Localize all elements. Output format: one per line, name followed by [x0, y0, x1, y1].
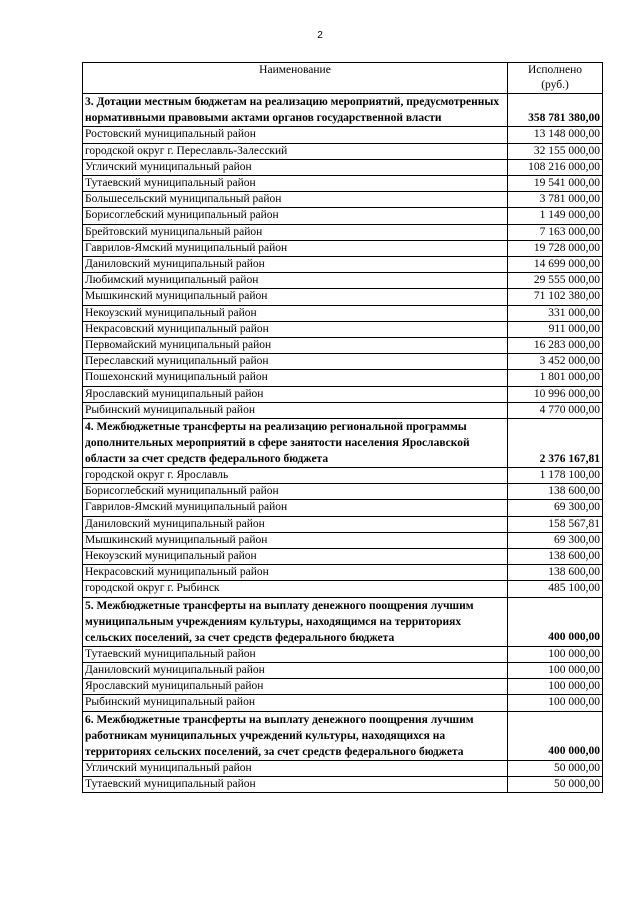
- row-name: Первомайский муниципальный район: [83, 338, 508, 354]
- table-row: [83, 468, 603, 484]
- row-name: Мышкинский муниципальный район: [83, 289, 508, 305]
- row-value: 10 996 000,00: [508, 386, 603, 402]
- row-value: 4 770 000,00: [508, 402, 603, 418]
- row-name: Тутаевский муниципальный район: [83, 176, 508, 192]
- row-value: 138 600,00: [508, 549, 603, 565]
- section-title: 6. Межбюджетные трансферты на выплату денежного поощрения лучшим работникам муниципальных учреждений культуры, находящихся на территориях сельских поселений, за счет средств федерального бюджета: [83, 711, 508, 760]
- section-row: [83, 597, 603, 646]
- row-value: 1 149 000,00: [508, 208, 603, 224]
- table-row: [83, 662, 603, 678]
- table-row: [83, 386, 603, 402]
- row-name: городской округ г. Переславль-Залесский: [83, 143, 508, 159]
- row-value: 1 801 000,00: [508, 370, 603, 386]
- row-name: Некоузский муниципальный район: [83, 305, 508, 321]
- table-row: [83, 516, 603, 532]
- row-value: 331 000,00: [508, 305, 603, 321]
- table-row: [83, 679, 603, 695]
- table-row: [83, 273, 603, 289]
- row-value: 100 000,00: [508, 695, 603, 711]
- row-name: Любимский муниципальный район: [83, 273, 508, 289]
- section-title: 3. Дотации местным бюджетам на реализацию мероприятий, предусмотренных нормативными правовыми актами органов государственной власти: [83, 94, 508, 127]
- row-value: 69 300,00: [508, 532, 603, 548]
- row-value: 911 000,00: [508, 321, 603, 337]
- row-value: 3 452 000,00: [508, 354, 603, 370]
- row-name: Некрасовский муниципальный район: [83, 321, 508, 337]
- row-name: Рыбинский муниципальный район: [83, 402, 508, 418]
- page-number: 2: [317, 30, 323, 41]
- row-value: 485 100,00: [508, 581, 603, 597]
- row-name: Рыбинский муниципальный район: [83, 695, 508, 711]
- row-value: 100 000,00: [508, 662, 603, 678]
- header-name: Наименование: [83, 63, 508, 94]
- row-value: 69 300,00: [508, 500, 603, 516]
- table-row: [83, 127, 603, 143]
- row-name: Тутаевский муниципальный район: [83, 646, 508, 662]
- header-value-line1: Исполнено: [527, 64, 583, 76]
- row-value: 32 155 000,00: [508, 143, 603, 159]
- row-name: Некрасовский муниципальный район: [83, 565, 508, 581]
- table-row: [83, 305, 603, 321]
- table-row: [83, 321, 603, 337]
- table-row: [83, 695, 603, 711]
- row-name: Ярославский муниципальный район: [83, 679, 508, 695]
- row-value: 14 699 000,00: [508, 257, 603, 273]
- table-row: [83, 338, 603, 354]
- table-row: [83, 549, 603, 565]
- header-value-line2: (руб.): [541, 79, 569, 92]
- row-name: Некоузский муниципальный район: [83, 549, 508, 565]
- row-name: городской округ г. Рыбинск: [83, 581, 508, 597]
- row-name: Борисоглебский муниципальный район: [83, 484, 508, 500]
- table-row: [83, 500, 603, 516]
- budget-table: [82, 62, 603, 793]
- table-row: [83, 646, 603, 662]
- row-value: 138 600,00: [508, 565, 603, 581]
- row-value: 3 781 000,00: [508, 192, 603, 208]
- section-row: [83, 419, 603, 468]
- row-name: Борисоглебский муниципальный район: [83, 208, 508, 224]
- table-body: [83, 94, 603, 793]
- row-value: 138 600,00: [508, 484, 603, 500]
- table-row: [83, 176, 603, 192]
- row-value: 100 000,00: [508, 646, 603, 662]
- row-value: 7 163 000,00: [508, 224, 603, 240]
- row-value: 16 283 000,00: [508, 338, 603, 354]
- row-name: Ростовский муниципальный район: [83, 127, 508, 143]
- table-row: [83, 370, 603, 386]
- table-row: [83, 224, 603, 240]
- row-value: 19 728 000,00: [508, 240, 603, 256]
- table-row: [83, 776, 603, 792]
- row-value: 29 555 000,00: [508, 273, 603, 289]
- row-value: 108 216 000,00: [508, 159, 603, 175]
- row-name: Гаврилов-Ямский муниципальный район: [83, 240, 508, 256]
- section-row: [83, 711, 603, 760]
- row-name: Даниловский муниципальный район: [83, 662, 508, 678]
- row-value: 71 102 380,00: [508, 289, 603, 305]
- section-total: 358 781 380,00: [508, 94, 603, 127]
- row-value: 19 541 000,00: [508, 176, 603, 192]
- section-total: 2 376 167,81: [508, 419, 603, 468]
- table-row: [83, 402, 603, 418]
- row-value: 50 000,00: [508, 760, 603, 776]
- row-name: Мышкинский муниципальный район: [83, 532, 508, 548]
- row-name: Даниловский муниципальный район: [83, 257, 508, 273]
- section-total: 400 000,00: [508, 597, 603, 646]
- table-row: [83, 208, 603, 224]
- row-name: Пошехонский муниципальный район: [83, 370, 508, 386]
- row-value: 13 148 000,00: [508, 127, 603, 143]
- section-row: [83, 94, 603, 127]
- table-row: [83, 565, 603, 581]
- row-name: городской округ г. Ярославль: [83, 468, 508, 484]
- section-title: 4. Межбюджетные трансферты на реализацию региональной программы дополнительных мероприятий в сфере занятости населения Ярославской области за счет средств федерального бюджета: [83, 419, 508, 468]
- table-row: [83, 143, 603, 159]
- row-name: Ярославский муниципальный район: [83, 386, 508, 402]
- row-name: Переславский муниципальный район: [83, 354, 508, 370]
- table-row: [83, 257, 603, 273]
- row-name: Даниловский муниципальный район: [83, 516, 508, 532]
- row-value: 158 567,81: [508, 516, 603, 532]
- table-row: [83, 159, 603, 175]
- table-row: [83, 581, 603, 597]
- row-name: Тутаевский муниципальный район: [83, 776, 508, 792]
- row-value: 50 000,00: [508, 776, 603, 792]
- row-name: Угличский муниципальный район: [83, 760, 508, 776]
- table-header-row: [83, 63, 603, 94]
- row-name: Гаврилов-Ямский муниципальный район: [83, 500, 508, 516]
- row-value: 100 000,00: [508, 679, 603, 695]
- row-name: Угличский муниципальный район: [83, 159, 508, 175]
- table-row: [83, 760, 603, 776]
- table-row: [83, 532, 603, 548]
- row-value: 1 178 100,00: [508, 468, 603, 484]
- section-total: 400 000,00: [508, 711, 603, 760]
- row-name: Большесельский муниципальный район: [83, 192, 508, 208]
- section-title: 5. Межбюджетные трансферты на выплату денежного поощрения лучшим муниципальным учреждениям культуры, находящимся на территориях сельских поселений, за счет средств федерального бюджета: [83, 597, 508, 646]
- table-row: [83, 240, 603, 256]
- table-row: [83, 484, 603, 500]
- row-name: Брейтовский муниципальный район: [83, 224, 508, 240]
- table-row: [83, 192, 603, 208]
- table-row: [83, 354, 603, 370]
- header-value: [508, 63, 603, 94]
- table-row: [83, 289, 603, 305]
